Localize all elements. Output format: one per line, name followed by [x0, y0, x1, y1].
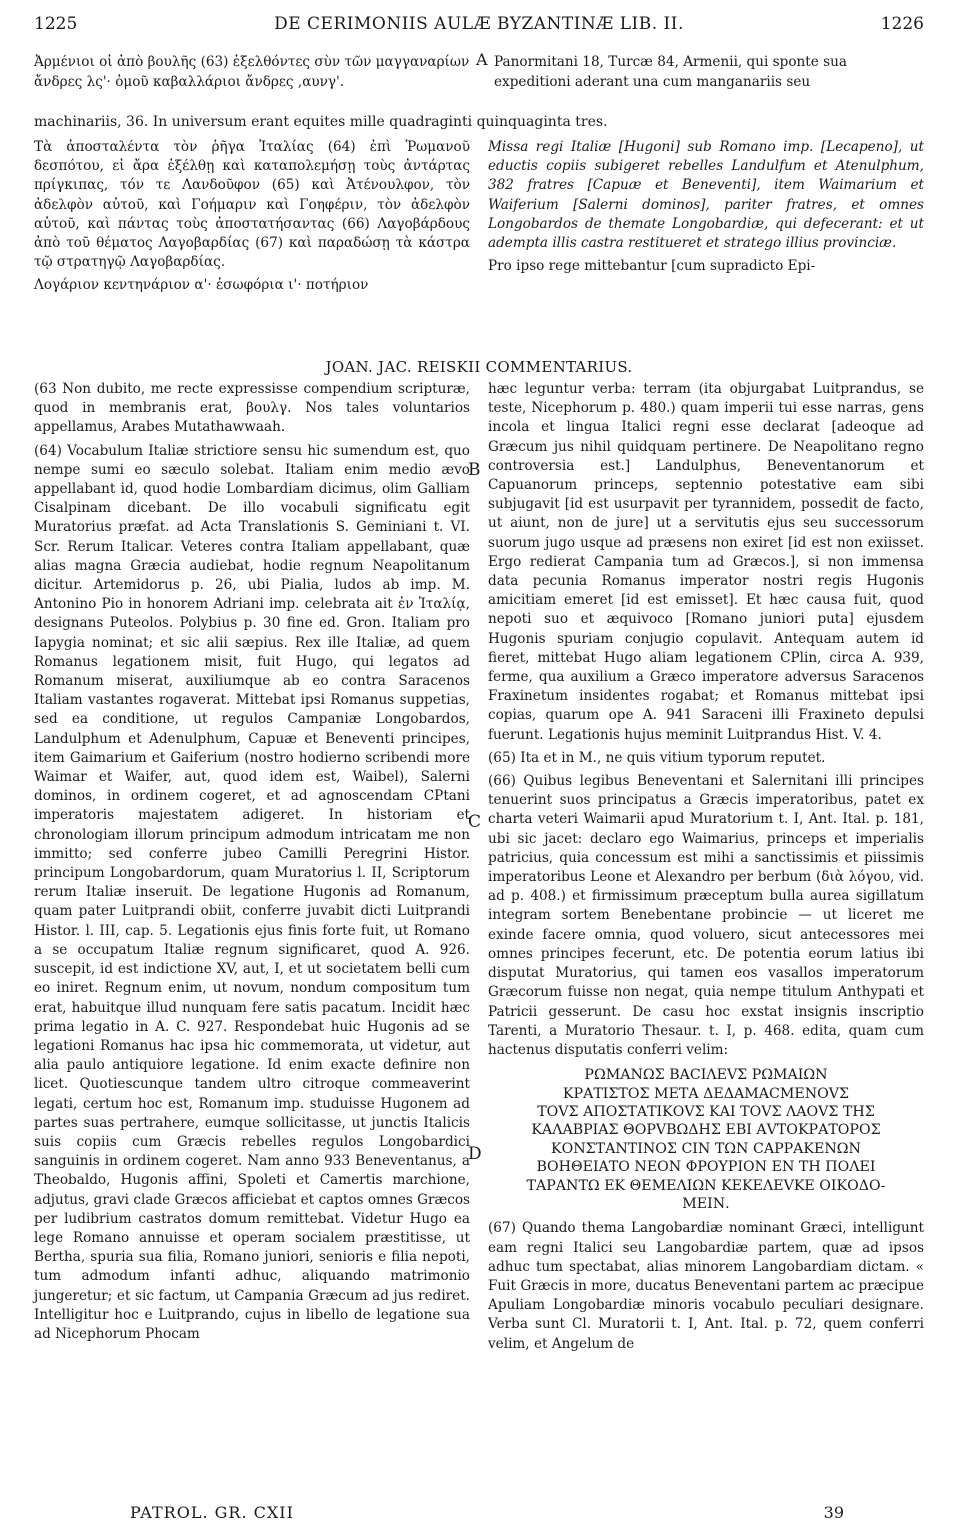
footer-series: PATROL. GR. CXII [130, 1503, 294, 1522]
commentary-heading: JOAN. JAC. REISKII COMMENTARIUS. [325, 358, 633, 376]
inscription-line: ΒΟΗΘΕΙΑΤΟ ΝΕΟΝ ΦΡΟΥΡΙΟΝ ΕΝ ΤΗ ΠΟΛΕΙ [536, 1159, 876, 1176]
margin-marker-a: A [476, 50, 488, 69]
commentary-right-column [488, 380, 924, 1358]
page-header [34, 14, 924, 50]
latin-top-text [476, 50, 924, 94]
inscription-line: ΜΕΙΝ. [682, 1195, 730, 1212]
note-paragraph: (67) Quando thema Langobardiæ nominant Græci, intelligunt eam regni Italici seu Langobardiæ partem, quæ ad ipsos adhuc tum spectabat, alias minorem Langobardiam dictam. « Fuit Græcis in more, ducatus Beneventani partem ac præcipue Apuliam Longobardiæ minoris vocabulo peculiari designare. Verba sunt Cl. Muratorii t. I, Ant. Ital. p. 72, quem conferri velim, et Angelum de [488, 1220, 924, 1352]
running-title: DE CERIMONIIS AULÆ BYZANTINÆ LIB. II. [274, 14, 684, 34]
greek-section-column [34, 138, 470, 300]
inscription-line: ΡΩΜΑΝΩΣ ΒΑCΙΛΕVΣ ΡΩΜΑΙΩΝ [584, 1067, 828, 1084]
spanning-line: machinariis, 36. In universum erant equites mille quadraginti quinquaginta tres. [34, 114, 608, 130]
note-paragraph: (65) Ita et in M., ne quis vitium typorum reputet. [488, 749, 826, 766]
note-paragraph: (64) Vocabulum Italiæ strictiore sensu hic sumendum est, quo nempe sumi eo sæculo solebat. Italiam enim medio ævo appellabant id, quod hodie Lombardiam dicimus, olim Galliam Cisalpinam dicebant. De illo vocabuli significatu egit Muratorius præfat. ad Acta Translationis S. Geminiani t. VI. Scr. Rerum Italicar. Veteres contra Italiam appellabant, quæ alias magna Græcia audiebat, hodie regnum Neapolitanum dicitur. Artemidorus p. 26, ubi Pialia, ludos ab imp. M. Antonino Pio in honorem Adriani imp. celebrata ait ἐν Ἰταλίᾳ, designans Puteolos. Polybius p. 30 fine ed. Gron. Italiam pro Iapygia nominat; et sic alii sæpius. Rex ille Italiæ, ad quem Romanus legationem misit, fuit Hugo, qui legatos ad Romanum miserat, auxiliumque ab eo contra Saracenos Italiam vastantes rogaverat. Mittebat ipsi Romanus suppetias, sed ea conditione, ut regulos Campaniæ Longobardos, Landulphum et Adenulphum, Capuæ et Beneventi principes, item Gaimarium et Gaiferium (nostro hodierno scribendi more Waimar et Waifer, aut, quod idem est, Waibel), Salerni dominos, in ordinem cogeret, et ad agnoscendam CPtani imperatoris majestatem adigeret. In historiam et chronologiam illorum principum admodum intricatam me non immitto; sed conferre jubeo Camilli Peregrini Histor. principum Longobardorum, quam Muratorius l. II, Scriptorum rerum Italiæ inseruit. De legatione Hugonis ad Romanum, quam pater Luitprandi obiit, conferre juvabit dicti Luitprandi Histor. l. III, cap. 5. Legationis ejus finis forte fuit, ut Romano a se occupatum Italiæ regnum significaret, quod A. 926. suscepit, id est indictione XV, aut, I, et ut societatem belli cum eo iniret. Regnum enim, ut novum, nondum compositum tum erat, habuitque illud nunquam fere satis pacatum. Incidit hæc prima legatio in A. C. 927. Respondebat huic Hugonis ad se legationi Romanus hac ipsa hic commemorata, ut videtur, aut alia paulo antiquiore legatione. Id enim exacte definire non licet. Quotiescunque tandem ultro citroque commeaverint legati, certum hoc est, Romanum imp. studuisse Hugonem ad partes suas pertrahere, eumque sollicitasse, ut junctis Italicis suis copiis cum Græcis rebelles regulos Longobardici sanguinis in ordinem cogeret. Nam anno 933 Beneventanus, a Theobaldo, Hugonis affini, Spoleti et Camertis marchione, adjutus, gravi clade Græcos afficiebat et captos omnes Græcos per ludibrium castratos domum remittebat. Videtur Hugo ea lege Romano annuisse et operam socialem præstitisse, ut Bertha, spuria sua filia, Romano juniori, senioris e filia nepoti, tum admodum infanti adhuc, aliquando matrimonio jungeretur; et sic factum, ut Campania Græcum ad jus rediret. Intelligitur hoc e Luitprando, cujus in libello de legatione sua ad Nicephorum Phocam [34, 442, 470, 1342]
latin-section-paragraph: Missa regi Italiæ [Hugoni] sub Romano imp. [Lecapeno], ut eductis copiis subigeret rebelles Landulfum et Atenulphum, 382 fratres [Capuæ et Beneventi], item Waimarium et Waiferium [Salerni dominos], pariter fratres, et omnes Longobardos de themate Longobardiæ, qui defecerant: et ut adempta illis castra restitueret et stratego illius provinciæ. [488, 139, 924, 252]
inscription-line: ΤΟVΣ ΑΠΟΣΤΑΤΙΚΟVΣ ΚΑΙ ΤΟVΣ ΛΑΟVΣ ΤΗΣ [537, 1103, 875, 1120]
note-paragraph: (63 Non dubito, me recte expressisse compendium scripturæ, quod in membranis erat, βουλγ. Nos tales voluntarios appellamus, Arabes Mutathawwaah. [34, 381, 470, 436]
page-footer [34, 1503, 924, 1527]
page-number-left: 1225 [34, 14, 78, 34]
inscription-line: ΚΑΛΑΒΡΙΑΣ ΘΟΡVΒΩΔΗΣ ΕΒΙ ΑVΤΟΚΡΑΤΟΡΟΣ [531, 1122, 881, 1139]
page-number-right: 1226 [880, 14, 924, 34]
latin-section-column [488, 138, 924, 280]
footer-number: 39 [823, 1503, 844, 1522]
note-paragraph: (66) Quibus legibus Beneventani et Salernitani illi principes tenuerint suos principatus a Græcis imperatoribus, patet ex charta veteri Waimarii apud Muratorium t. I, Ant. Ital. p. 181, ubi sic jacet: declaro ego Waimarius, princeps et imperialis patricius, quia concessum est mihi a sanctissimis et piissimis imperatoribus Leone et Alexandro per berbum (διὰ λόγου, vid. ad p. 408.) et firmissimum præceptum bulla aurea sigillatum integram sortem Benebentane probincie — ut liceret me exinde facere omnia, quod voluero, sicut antecessores mei omnes principes fecerunt, etc. De potentia eorum latius ibi disputat Muratorius, qui tamen eos vasallos imperatorum Græcorum fuisse non negat, quia nempe titulum Anthypati et Patricii gesserunt. De casu hoc exstat insignis inscriptio Tarenti, a Muratorio Thesaur. t. I, p. 468. edita, quam cum hactenus disputatis conferri velim: [488, 773, 924, 1058]
inscription-block [488, 1066, 924, 1213]
inscription-line: ΚΡΑΤΙΣΤΟΣ ΜΕΤΑ ΔΕΔΑΜΑCΜΕΝΟVΣ [562, 1085, 850, 1102]
margin-marker-d: D [468, 1144, 482, 1164]
latin-top-line: Panormitani 18, Turcæ 84, Armenii, qui sponte sua expeditioni aderant una cum manganariis seu [494, 54, 847, 90]
greek-section-paragraph: Τὰ ἀποσταλέντα τὸν ῥῆγα Ἰταλίας (64) ἐπὶ Ῥωμανοῦ δεσπότου, εἰ ἄρα ἐξέλθῃ καὶ καταπολεμήσῃ τοὺς ἀντάρτας πρίγκιπας, τόν τε Λανδοῦφον (65) καὶ Ἀτένουλφον, τὸν ἀδελφὸν αὐτοῦ, καὶ Γοήμαριν καὶ Γοηφέριν, τὸν ἀδελφὸν αὐτοῦ, καὶ πάντας τοὺς ἀποστατήσαντας (66) Λαγοβάρδους ἀπὸ τοῦ θέματος Λαγοβαρδίας (67) καὶ παραδώσῃ τὰ κάστρα τῷ στρατηγῷ Λαγοβαρδίας. [34, 139, 470, 271]
commentary-left-column [34, 380, 470, 1348]
latin-section-line: Pro ipso rege mittebantur [cum supradicto Epi- [488, 258, 816, 275]
greek-section-line: Λογάριον κεντηνάριον α'· ἐσωφόρια ι'· ποτήριον [34, 277, 369, 294]
inscription-line: ΤΑΡΑΝΤΩ ΕΚ ΘΕΜΕΛΙΩΝ ΚΕΚΕΛΕVΚΕ ΟΙΚΟΔΟ- [526, 1177, 886, 1194]
inscription-line: ΚΟΝΣΤΑΝΤΙΝΟΣ CΙΝ ΤΩΝ CΑΡΡΑΚΕΝΩΝ [551, 1140, 861, 1157]
note-paragraph: hæc leguntur verba: terram (ita objurgabat Luitprandus, se teste, Nicephorum p. 480.) quam imperii tui esse narras, gens incola et lingua Italici regni esse declarat [adeoque ad Græcum jus nihil quidquam pertinere. De Neapolitano regno controversia est.] Landulphus, Beneventanorum et Capuanorum princeps, septennio potestative eam sibi subjugavit [id est usurpavit per tyrannidem, possedit de facto, ut aiunt, non de jure] ut a servitutis ejus seu successorum suorum jugo usque ad præsens non exiret [id est non exiisset. Ergo redierat Campania tum ad Græcos.], si non immensa data pecunia Romanus imperator nostri regis Hugonis amicitiam emeret [id est emisset]. Et hæc causa fuit, quod nepoti suo et æquivoco [Romano juniori puta] ejusdem Hugonis spuriam conjugio copulavit. Antequam autem id fieret, mittebat Hugo aliam legationem CPlin, circa A. 939, ferme, qua auxilium a Græco imperatore adversus Saracenos Fraxinetum insidentes rogabat; et Romanus mittebat ipsi copias, quarum ope A. 941 Saraceni illi Fraxineto depulsi fuerunt. Legationis hujus meminit Luitprandus Hist. V. 4. [488, 381, 924, 743]
margin-marker-c: C [468, 812, 482, 832]
greek-top-text: Ἀρμένιοι οἱ ἀπὸ βουλῆς (63) ἐξελθόντες σὺν τῶν μαγγαναρίων ἄνδρες λς'· ὁμοῦ καβαλλάριοι ἄνδρες ,αυνγ'. [34, 54, 470, 90]
margin-marker-b: B [468, 460, 481, 480]
